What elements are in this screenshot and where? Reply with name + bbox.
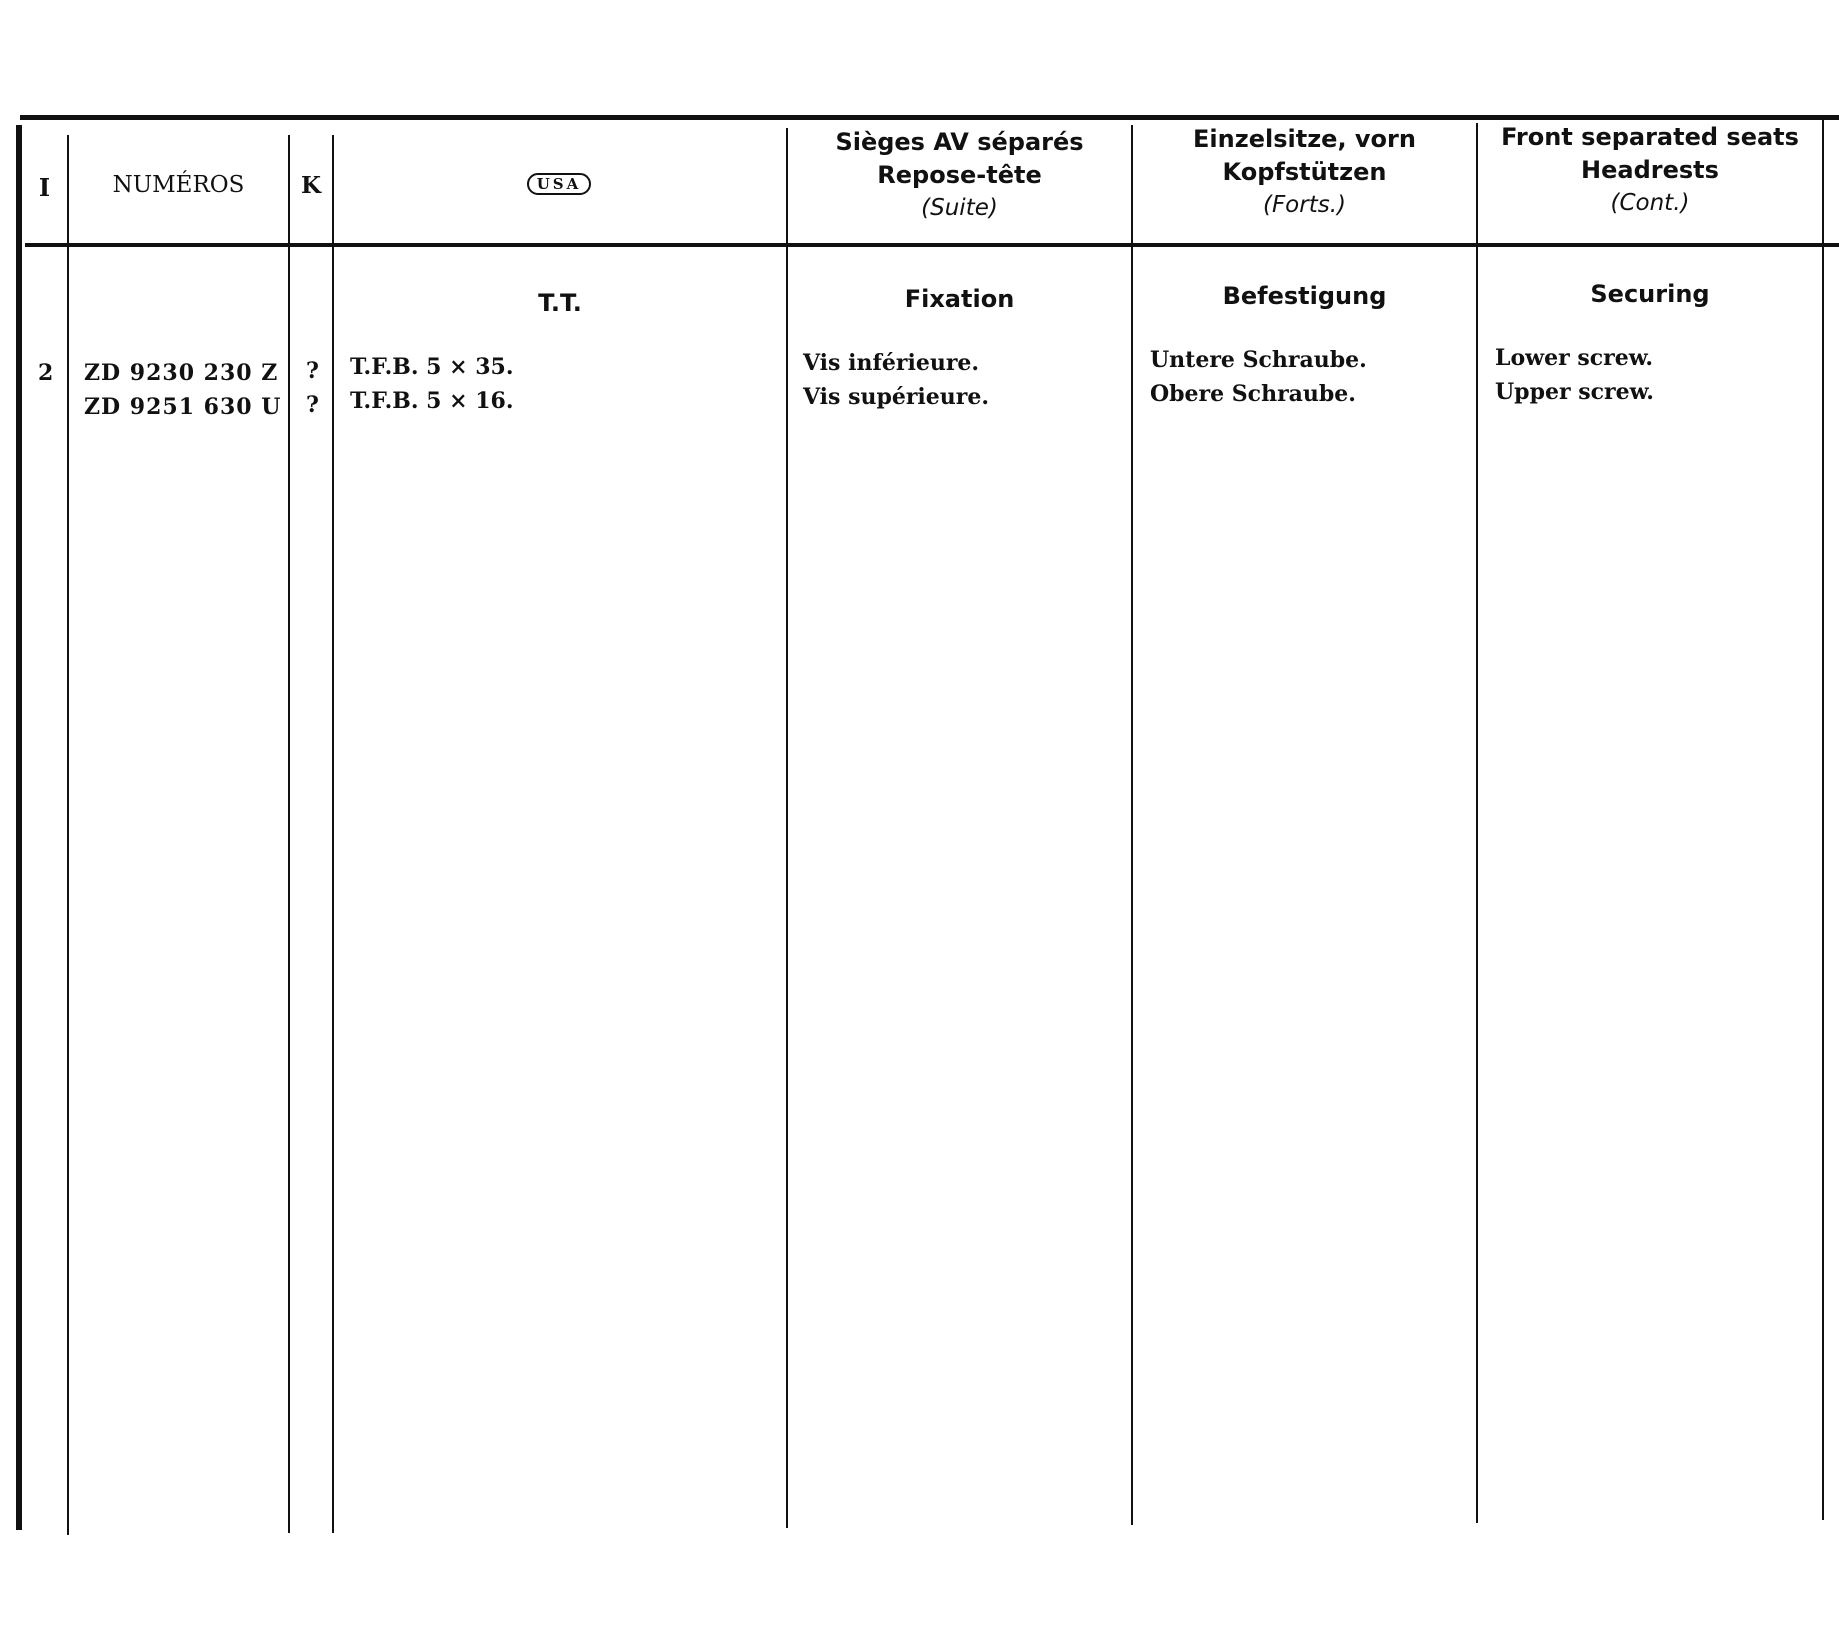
- divider-german-english: [1476, 123, 1478, 1523]
- k-value: ?: [306, 358, 319, 384]
- header-english-line3: (Cont.): [1610, 190, 1690, 216]
- divider-usa-french: [786, 128, 788, 1528]
- header-german-line1: Einzelsitze, vorn: [1193, 125, 1416, 153]
- row-index: 2: [38, 360, 54, 386]
- top-rule: [20, 115, 1839, 120]
- tt-value: T.F.B. 5 × 35.: [350, 354, 514, 380]
- row-k: [306, 354, 319, 422]
- header-french-line2: Repose-tête: [877, 161, 1042, 189]
- row-german: [1150, 343, 1367, 411]
- part-number: ZD 9230 230 Z: [84, 360, 279, 386]
- usa-badge-icon: USA: [527, 173, 591, 195]
- divider-i-numeros: [67, 135, 69, 1535]
- header-german-line2: Kopfstützen: [1222, 158, 1387, 186]
- header-french-line1: Sièges AV séparés: [835, 128, 1084, 156]
- row-french: [803, 346, 989, 414]
- left-border: [16, 125, 22, 1530]
- row-english: [1495, 341, 1654, 409]
- header-french-line3: (Suite): [921, 195, 998, 221]
- french-desc: Vis inférieure.: [803, 350, 980, 376]
- english-desc: Lower screw.: [1495, 345, 1654, 371]
- header-col-k: K: [301, 172, 321, 199]
- row-tt: [350, 350, 514, 418]
- divider-numeros-k: [288, 135, 290, 1533]
- part-number: ZD 9251 630 U: [84, 394, 282, 420]
- divider-french-german: [1131, 125, 1133, 1525]
- header-english: [1478, 121, 1822, 220]
- header-col-i: I: [38, 173, 51, 202]
- header-col-numeros: NUMÉROS: [112, 172, 245, 198]
- header-german-line3: (Forts.): [1262, 192, 1346, 218]
- tt-value: T.F.B. 5 × 16.: [350, 388, 514, 414]
- header-english-line2: Headrests: [1581, 156, 1719, 184]
- section-german: Befestigung: [1222, 282, 1387, 310]
- german-desc: Untere Schraube.: [1150, 347, 1367, 373]
- header-rule: [25, 243, 1839, 247]
- k-value: ?: [306, 392, 319, 418]
- section-french: Fixation: [904, 285, 1015, 313]
- header-french: [788, 126, 1131, 225]
- row-numbers: [84, 356, 281, 424]
- section-english: Securing: [1590, 280, 1710, 308]
- header-german: [1133, 123, 1476, 222]
- divider-k-usa: [332, 135, 334, 1533]
- divider-english-right: [1822, 120, 1824, 1520]
- english-desc: Upper screw.: [1495, 379, 1654, 405]
- french-desc: Vis supérieure.: [803, 384, 990, 410]
- header-english-line1: Front separated seats: [1501, 123, 1799, 151]
- german-desc: Obere Schraube.: [1150, 381, 1356, 407]
- section-tt: T.T.: [538, 289, 582, 317]
